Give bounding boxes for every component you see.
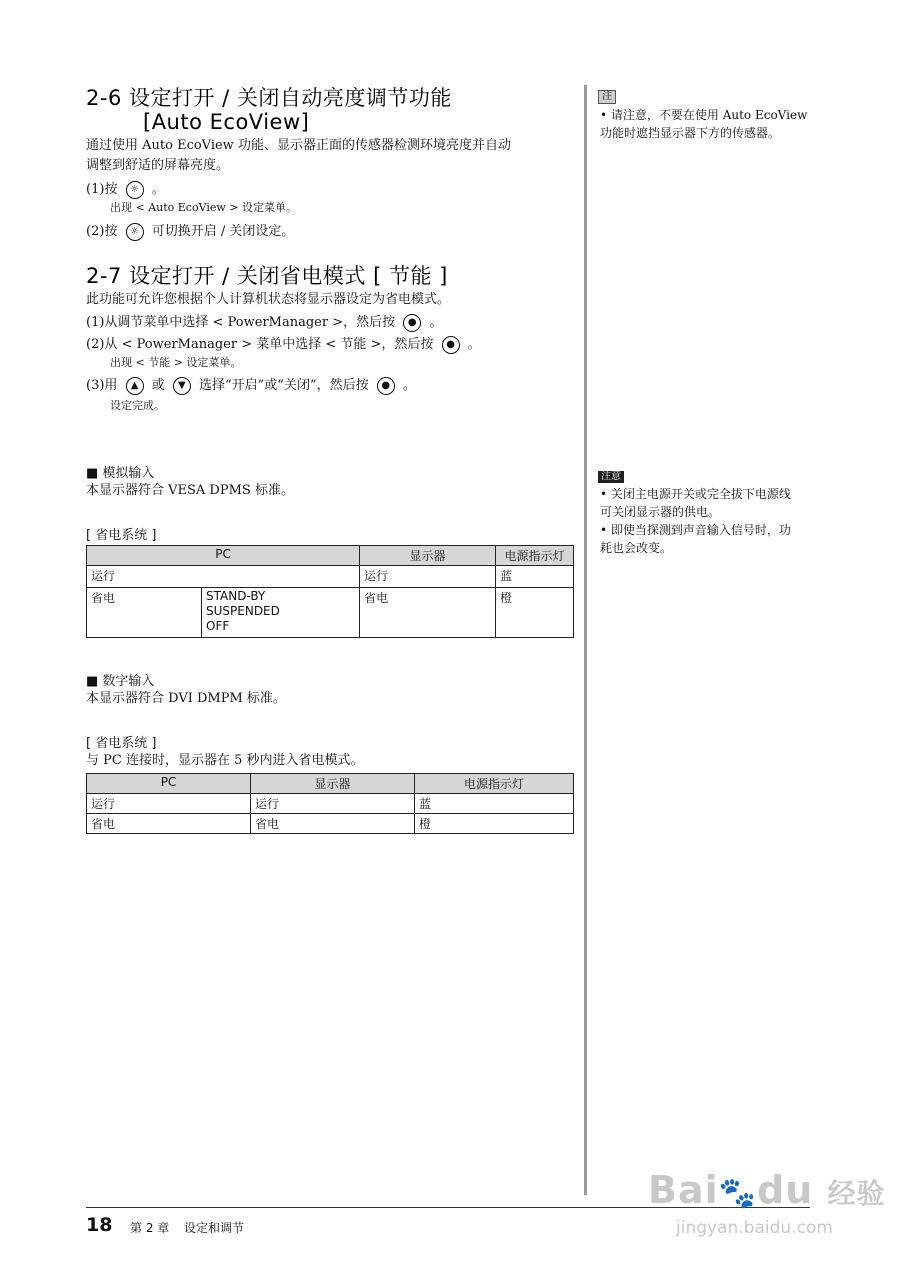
analog-input-heading: ■ 模拟输入 xyxy=(86,466,155,481)
section-2-7-step2 xyxy=(86,335,481,355)
step3-or: 或 xyxy=(151,378,165,393)
table-header: 电源指示灯 xyxy=(496,546,574,566)
analog-input-desc: 本显示器符合 VESA DPMS 标准。 xyxy=(86,483,294,498)
table-cell: 省电 xyxy=(87,814,251,834)
baidu-logo xyxy=(648,1168,886,1212)
caution-item-1-line2: 可关闭显示器的供电。 xyxy=(600,505,721,519)
baidu-url: jingyan.baidu.com xyxy=(676,1218,833,1238)
table-header-row xyxy=(87,774,574,794)
caution-tag: 注意 xyxy=(598,471,624,483)
table-cell: 橙 xyxy=(415,814,574,834)
table-cell: 蓝 xyxy=(415,794,574,814)
table-row xyxy=(87,794,574,814)
caution-item-1 xyxy=(598,485,791,521)
section-2-6-step1-sub: 出现 < Auto EcoView > 设定菜单。 xyxy=(110,201,297,214)
table-cell: 省电 xyxy=(360,588,496,638)
digital-power-note: 与 PC 连接时，显示器在 5 秒内进入省电模式。 xyxy=(86,753,364,768)
page-number: 18 xyxy=(86,1214,113,1236)
table-row xyxy=(87,566,574,588)
section-2-6-step1 xyxy=(86,180,165,200)
column-divider xyxy=(584,85,587,1195)
enter-button-icon: ● xyxy=(403,314,421,332)
caution-item-2-line1: • 即使当探测到声音输入信号时，功 xyxy=(600,523,791,537)
table-cell-modes xyxy=(202,588,360,638)
table-cell: 省电 xyxy=(87,588,202,638)
section-2-6-subtitle: [Auto EcoView] xyxy=(143,110,310,134)
sidebar-note-2 xyxy=(598,464,791,557)
note-tag: 注 xyxy=(598,90,616,104)
step2-prefix: (2)按 xyxy=(86,224,118,239)
section-2-6-step2 xyxy=(86,222,294,242)
digital-input-desc: 本显示器符合 DVI DMPM 标准。 xyxy=(86,691,286,706)
brightness-sensor-icon: ☼ xyxy=(126,223,144,241)
caution-item-2 xyxy=(598,521,791,557)
step3-period: 。 xyxy=(402,378,416,393)
digital-input-heading: ■ 数字输入 xyxy=(86,674,155,689)
note-1-text xyxy=(598,106,807,142)
note-1-line1: • 请注意，不要在使用 Auto EcoView xyxy=(600,108,808,122)
step1-prefix: (1)按 xyxy=(86,182,118,197)
table-header: 显示器 xyxy=(360,546,496,566)
table-row xyxy=(87,814,574,834)
mode-suspended: SUSPENDED xyxy=(206,604,280,618)
section-2-7-step3-sub: 设定完成。 xyxy=(110,399,165,412)
section-2-7-intro: 此功能可允许您根据个人计算机状态将显示器设定为省电模式。 xyxy=(86,292,451,307)
digital-power-table xyxy=(86,773,574,834)
table-cell: 运行 xyxy=(87,794,251,814)
table-cell: 运行 xyxy=(360,566,496,588)
analog-power-system-label: [ 省电系统 ] xyxy=(86,528,157,543)
baidu-logo-text-2: du xyxy=(757,1168,814,1212)
sidebar-note-1 xyxy=(598,84,807,142)
table-cell: 蓝 xyxy=(496,566,574,588)
table-row xyxy=(87,588,574,638)
down-button-icon: ▼ xyxy=(173,377,191,395)
table-header: PC xyxy=(87,774,251,794)
table-header: 显示器 xyxy=(251,774,415,794)
step1-text: (1)从调节菜单中选择 < PowerManager >，然后按 xyxy=(86,315,396,330)
step1-suffix: 。 xyxy=(151,182,165,197)
mode-standby: STAND-BY xyxy=(206,589,266,603)
table-cell: 橙 xyxy=(496,588,574,638)
step2-period: 。 xyxy=(467,337,481,352)
caution-item-2-line2: 耗也会改变。 xyxy=(600,541,673,555)
section-2-6-title: 2-6 设定打开 / 关闭自动亮度调节功能 xyxy=(86,86,452,110)
step2-suffix: 可切换开启 / 关闭设定。 xyxy=(151,224,295,239)
enter-button-icon: ● xyxy=(442,336,460,354)
step2-text: (2)从 < PowerManager > 菜单中选择 < 节能 >，然后按 xyxy=(86,337,434,352)
table-cell: 运行 xyxy=(251,794,415,814)
analog-power-table xyxy=(86,545,574,638)
paw-icon: 🐾 xyxy=(718,1176,757,1211)
digital-power-system-label: [ 省电系统 ] xyxy=(86,736,157,751)
step3-mid: 选择“开启”或“关闭”，然后按 xyxy=(199,378,369,393)
step3-prefix: (3)用 xyxy=(86,378,118,393)
table-header-row xyxy=(87,546,574,566)
table-cell: 省电 xyxy=(251,814,415,834)
baidu-logo-text: Bai xyxy=(648,1168,719,1212)
caution-item-1-line1: • 关闭主电源开关或完全拔下电源线 xyxy=(600,487,791,501)
section-2-7-step2-sub: 出现 < 节能 > 设定菜单。 xyxy=(110,356,242,369)
table-header: PC xyxy=(87,546,360,566)
chapter-label: 第 2 章 xyxy=(130,1221,170,1235)
section-2-7-step1 xyxy=(86,313,442,333)
enter-button-icon: ● xyxy=(377,377,395,395)
section-2-6-intro-line1: 通过使用 Auto EcoView 功能、显示器正面的传感器检测环境亮度并自动 xyxy=(86,138,511,153)
table-header: 电源指示灯 xyxy=(415,774,574,794)
brightness-sensor-icon: ☼ xyxy=(126,181,144,199)
note-1-line2: 功能时遮挡显示器下方的传感器。 xyxy=(600,126,781,140)
baidu-jingyan-brand: 经验 xyxy=(827,1177,886,1210)
section-2-7-title: 2-7 设定打开 / 关闭省电模式 [ 节能 ] xyxy=(86,264,448,288)
mode-off: OFF xyxy=(206,619,230,633)
chapter-title: 设定和调节 xyxy=(184,1221,245,1235)
section-2-7-step3 xyxy=(86,376,416,396)
table-cell: 运行 xyxy=(87,566,360,588)
section-2-6-intro-line2: 调整到舒适的屏幕亮度。 xyxy=(86,158,230,173)
step1-period: 。 xyxy=(429,315,443,330)
up-button-icon: ▲ xyxy=(126,377,144,395)
